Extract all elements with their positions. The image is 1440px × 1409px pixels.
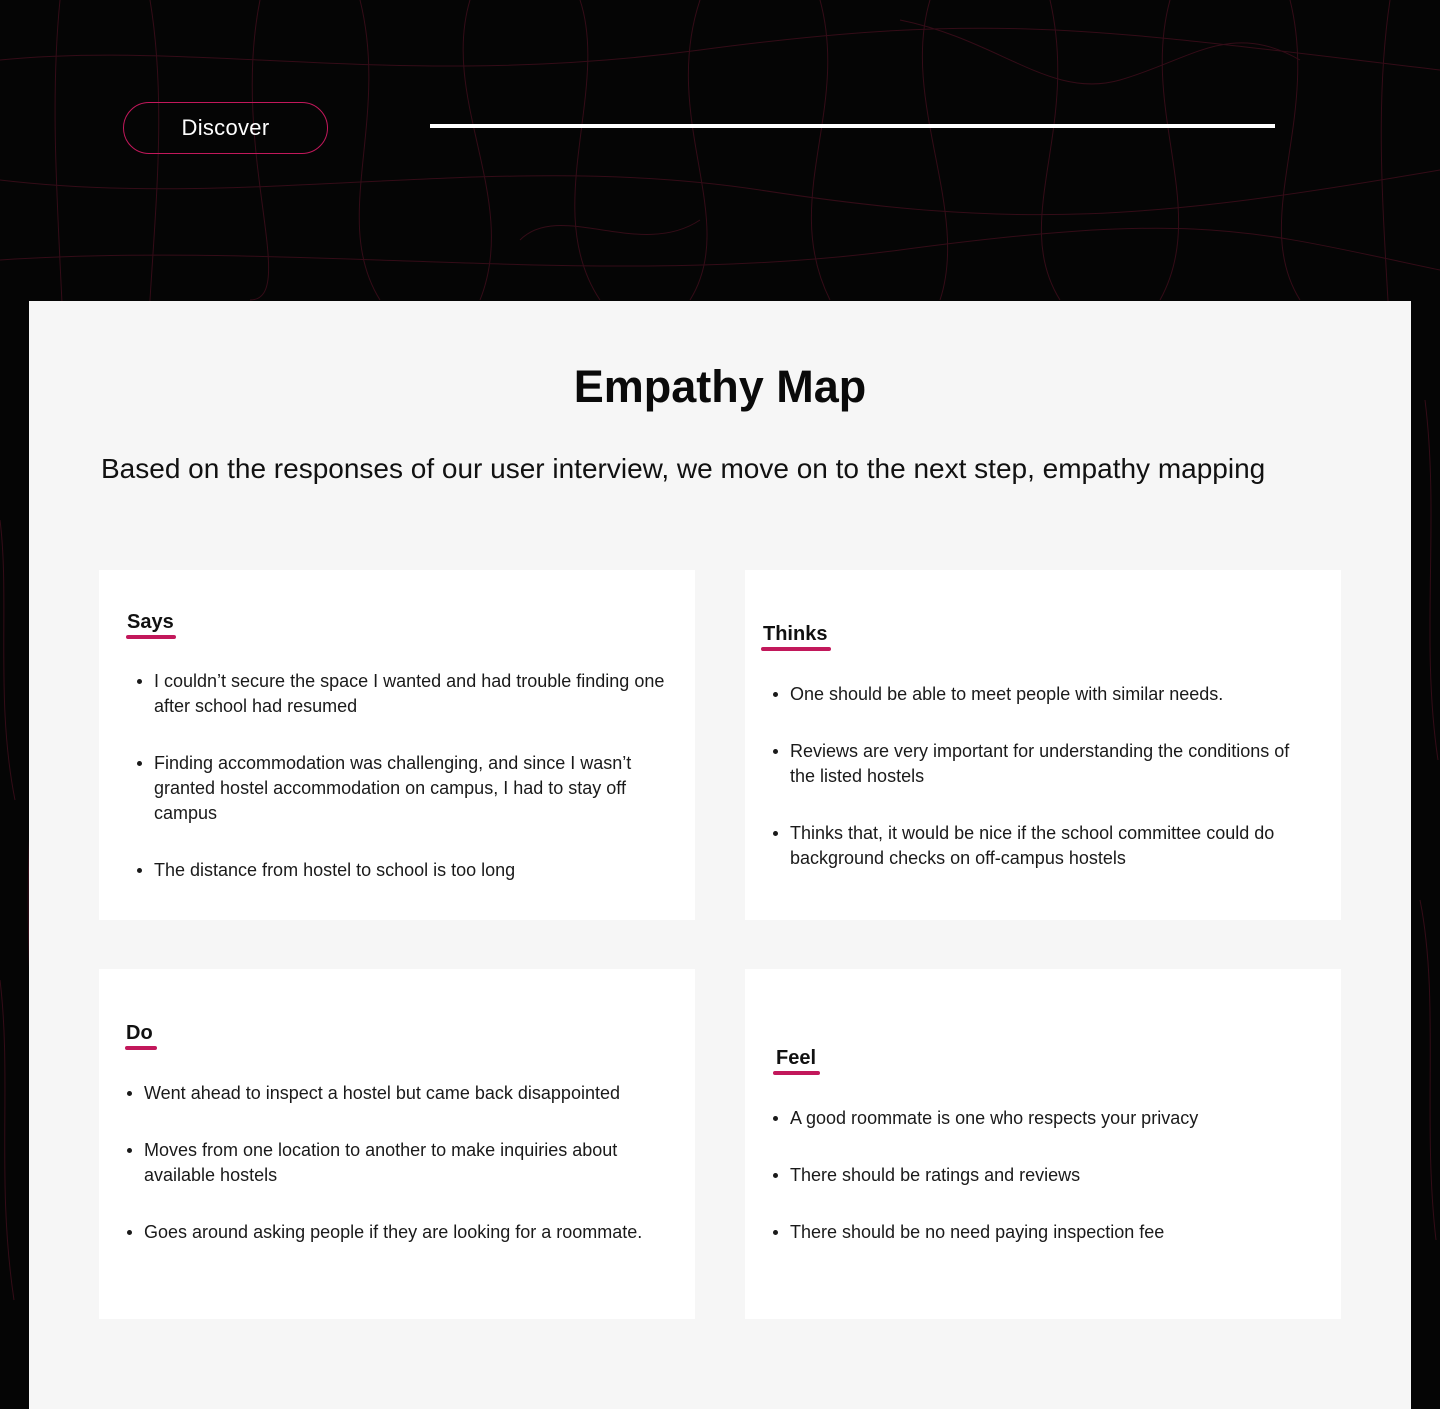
card-do-underline: [125, 1046, 157, 1050]
list-item: A good roommate is one who respects your privacy: [790, 1106, 1310, 1131]
card-feel-list: [790, 1106, 1310, 1277]
card-feel-underline: [773, 1071, 820, 1075]
list-item: Goes around asking people if they are looking for a roommate.: [144, 1220, 664, 1245]
header-divider-line: [430, 124, 1275, 128]
card-says: [99, 570, 695, 920]
empathy-map-panel: [29, 301, 1411, 1409]
page-title: Empathy Map: [573, 361, 867, 412]
list-item: Finding accommodation was challenging, and since I wasn’t granted hostel accommodation on campus, I had to stay off campus: [154, 751, 674, 826]
list-item: Moves from one location to another to make inquiries about available hostels: [144, 1138, 664, 1188]
list-item: Thinks that, it would be nice if the school committee could do background checks on off-campus hostels: [790, 821, 1310, 871]
list-item: There should be ratings and reviews: [790, 1163, 1310, 1188]
card-thinks-title: Thinks: [763, 623, 828, 645]
list-item: Reviews are very important for understanding the conditions of the listed hostels: [790, 739, 1310, 789]
list-item: There should be no need paying inspection fee: [790, 1220, 1310, 1245]
card-says-underline: [126, 635, 176, 639]
card-says-title: Says: [127, 611, 174, 633]
card-says-list: [154, 669, 674, 915]
list-item: One should be able to meet people with similar needs.: [790, 682, 1310, 707]
list-item: The distance from hostel to school is too long: [154, 858, 674, 883]
header-section: [0, 0, 1440, 300]
discover-pill-button[interactable]: Discover: [123, 102, 328, 154]
card-thinks-list: [790, 682, 1310, 903]
list-item: I couldn’t secure the space I wanted and had trouble finding one after school had resumed: [154, 669, 674, 719]
card-do-list: [144, 1081, 664, 1277]
card-do: [99, 969, 695, 1319]
list-item: Went ahead to inspect a hostel but came back disappointed: [144, 1081, 664, 1106]
card-feel: [745, 969, 1341, 1319]
card-thinks: [745, 570, 1341, 920]
intro-text: Based on the responses of our user interview, we move on to the next step, empathy mapping: [101, 453, 1266, 484]
card-do-title: Do: [126, 1022, 153, 1044]
card-feel-title: Feel: [776, 1047, 817, 1069]
card-thinks-underline: [761, 647, 831, 651]
